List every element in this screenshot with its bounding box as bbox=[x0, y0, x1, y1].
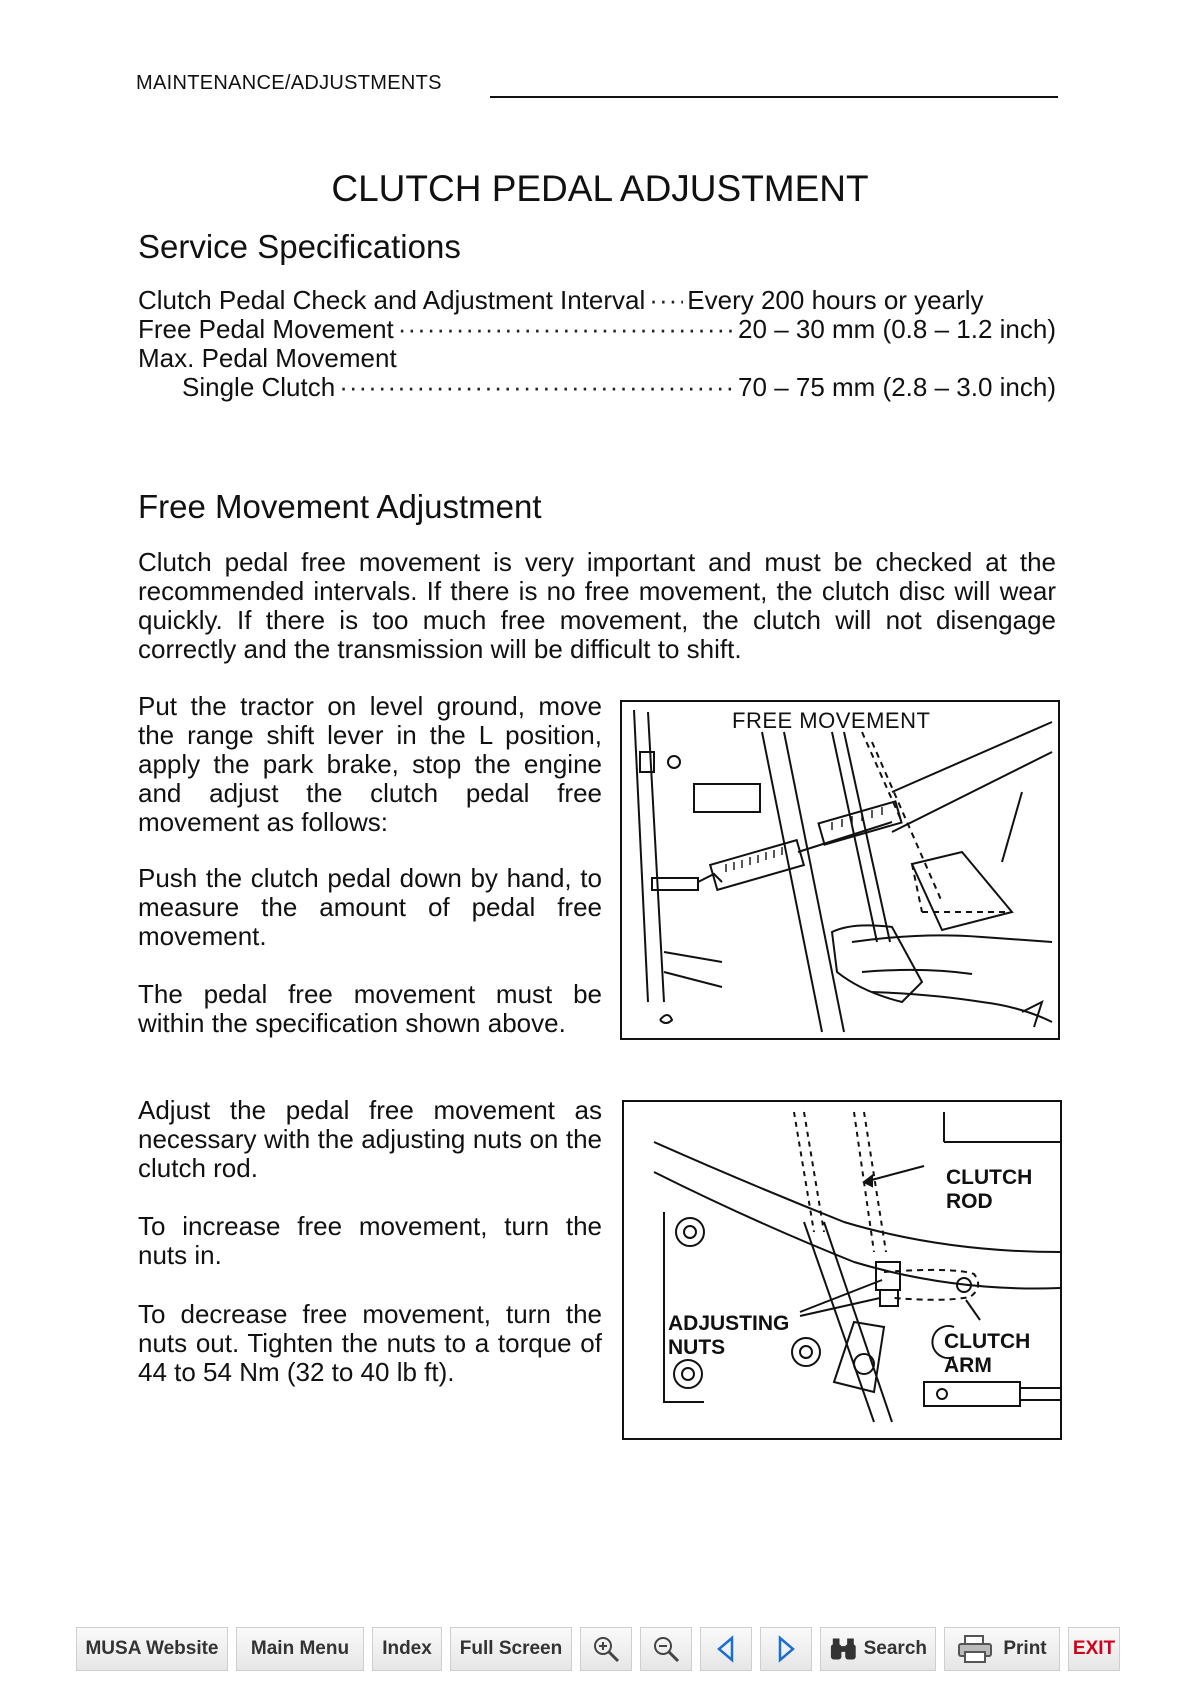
search-button[interactable] bbox=[820, 1627, 936, 1671]
zoom-out-icon bbox=[651, 1634, 681, 1664]
binoculars-icon bbox=[829, 1636, 858, 1662]
zoom-in-button[interactable] bbox=[580, 1627, 632, 1671]
spec-label: Max. Pedal Movement bbox=[138, 343, 397, 373]
free-movement-illustration bbox=[620, 700, 1060, 1040]
adjusting-nuts-illustration bbox=[622, 1100, 1062, 1440]
header-rule bbox=[490, 96, 1058, 98]
spec-label: Free Pedal Movement bbox=[138, 314, 394, 344]
spec-row-max-pedal bbox=[138, 344, 1056, 373]
print-button[interactable] bbox=[944, 1627, 1060, 1671]
exit-button[interactable]: EXIT bbox=[1068, 1627, 1120, 1671]
navigation-toolbar bbox=[76, 1627, 1120, 1671]
service-specs-heading: Service Specifications bbox=[138, 228, 461, 265]
zoom-out-button[interactable] bbox=[640, 1627, 692, 1671]
page-title: CLUTCH PEDAL ADJUSTMENT bbox=[331, 168, 869, 209]
spec-value: Every 200 hours or yearly bbox=[687, 285, 984, 315]
spec-value: 20 – 30 mm (0.8 – 1.2 inch) bbox=[738, 314, 1056, 344]
triangle-right-icon bbox=[774, 1635, 798, 1663]
print-label: Print bbox=[1003, 1638, 1047, 1659]
adjusting-nuts-label: ADJUSTING NUTS bbox=[668, 1312, 790, 1359]
spec-label: Clutch Pedal Check and Adjustment Interval bbox=[138, 285, 646, 315]
spec-row-free-pedal bbox=[138, 315, 1056, 344]
zoom-in-icon bbox=[591, 1634, 621, 1664]
clutch-rod-label: CLUTCH ROD bbox=[946, 1166, 1033, 1213]
spec-row-single-clutch bbox=[138, 373, 1056, 402]
triangle-left-icon bbox=[714, 1635, 738, 1663]
spec-value: 70 – 75 mm (2.8 – 3.0 inch) bbox=[738, 372, 1056, 402]
step-paragraph: Push the clutch pedal down by hand, to measure the amount of pedal free movement. bbox=[138, 863, 602, 951]
full-screen-button[interactable]: Full Screen bbox=[450, 1627, 572, 1671]
previous-page-button[interactable] bbox=[700, 1627, 752, 1671]
step-paragraph: The pedal free movement must be within the specification shown above. bbox=[138, 979, 602, 1038]
step-paragraph: Adjust the pedal free movement as necessary with the adjusting nuts on the clutch rod. bbox=[138, 1095, 602, 1183]
step-paragraph: To increase free movement, turn the nuts in. bbox=[138, 1211, 602, 1270]
step-paragraph: Put the tractor on level ground, move the range shift lever in the L position, apply the park brake, stop the engine and adjust the clutch pedal free movement as follows: bbox=[138, 691, 602, 837]
clutch-arm-label: CLUTCH ARM bbox=[944, 1330, 1031, 1377]
main-menu-button[interactable]: Main Menu bbox=[236, 1627, 364, 1671]
spec-label: Single Clutch bbox=[182, 372, 336, 402]
musa-website-button[interactable]: MUSA Website bbox=[76, 1627, 228, 1671]
section-header: MAINTENANCE/ADJUSTMENTS bbox=[136, 72, 442, 94]
search-label: Search bbox=[863, 1638, 927, 1659]
spec-table bbox=[138, 286, 1056, 402]
intro-paragraph: Clutch pedal free movement is very important and must be checked at the recommended intervals. If there is no free movement, the clutch disc will wear quickly. If there is too much free movement, the clutch will not disengage correctly and the transmission will be difficult to shift. bbox=[138, 547, 1056, 664]
printer-icon bbox=[957, 1634, 993, 1664]
free-movement-heading: Free Movement Adjustment bbox=[138, 488, 542, 525]
spec-row-interval bbox=[138, 286, 1056, 315]
step-paragraph: To decrease free movement, turn the nuts out. Tighten the nuts to a torque of 44 to 54 Nm (32 to 40 lb ft). bbox=[138, 1299, 602, 1387]
next-page-button[interactable] bbox=[760, 1627, 812, 1671]
free-movement-label: FREE MOVEMENT bbox=[732, 708, 931, 733]
index-button[interactable]: Index bbox=[372, 1627, 442, 1671]
